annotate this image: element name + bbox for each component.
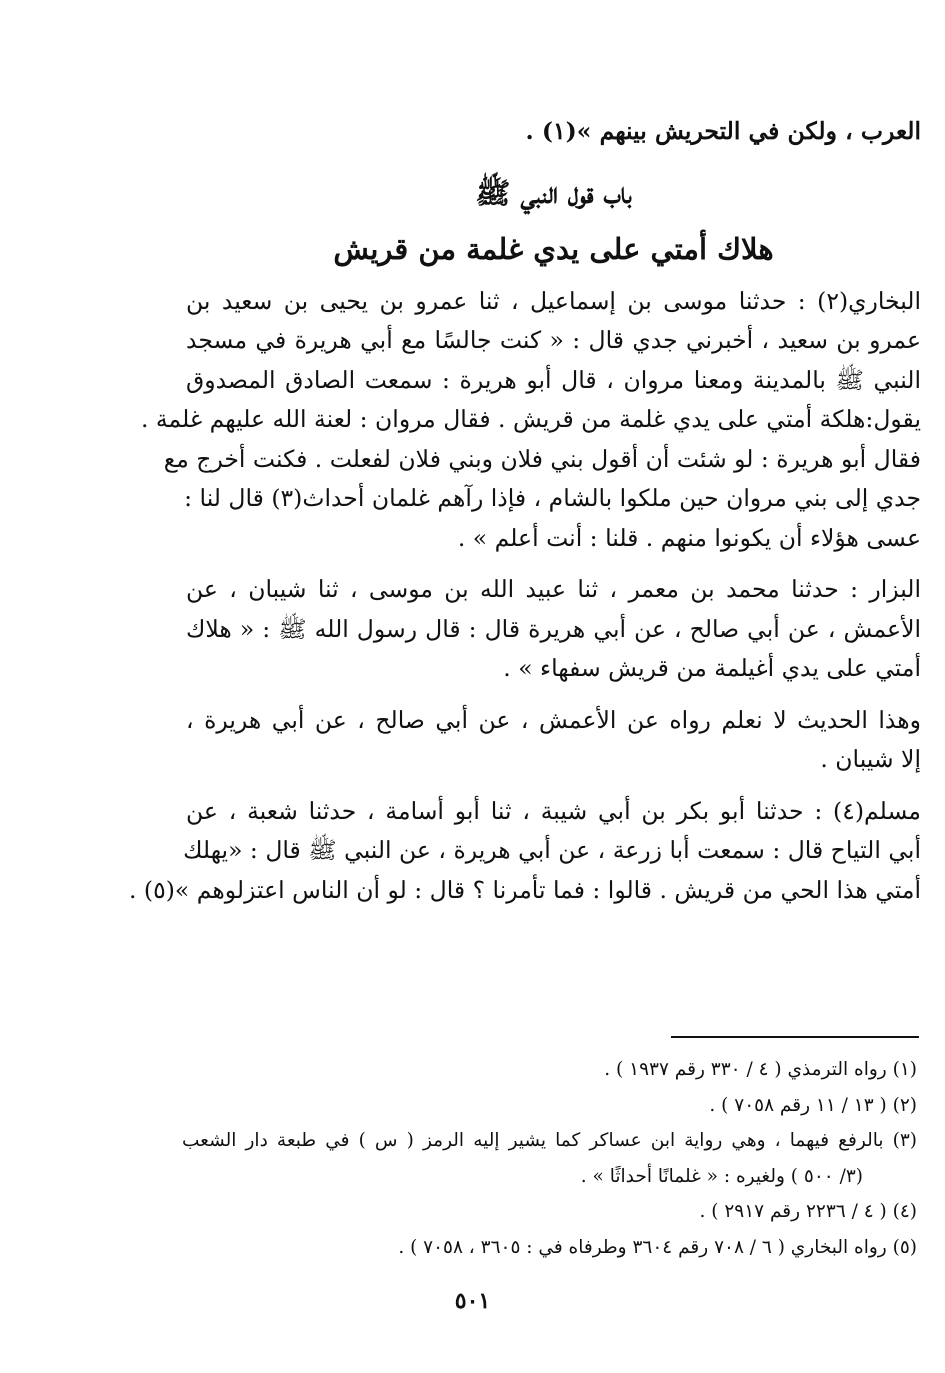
bazzar-comment	[186, 701, 921, 780]
text-line: النبي ﷺ بالمدينة ومعنا مروان ، قال أبو هريرة : سمعت الصادق المصدوق	[186, 365, 921, 394]
footnote-3: (٣) بالرفع فيهما ، وهي رواية ابن عساكر كما يشير إليه الرمز ( س ) في طبعة دار الشعب	[182, 1130, 917, 1151]
footnote-4: (٤) ( ٤ / ٢٢٣٦ رقم ٢٩١٧ ) .	[699, 1201, 917, 1222]
opening-line	[186, 112, 921, 152]
text-line: جدي إلى بني مروان حين ملكوا بالشام ، فإذا رآهم غلمان أحداث(٣) قال لنا :	[184, 484, 921, 512]
main-text	[128, 112, 921, 910]
text-line: مسلم(٤) : حدثنا أبو بكر بن أبي شيبة ، ثنا أبو أسامة ، حدثنا شعبة ، عن	[186, 796, 921, 825]
text-line: البخاري(٢) : حدثنا موسى بن إسماعيل ، ثنا عمرو بن يحيى بن سعيد بن	[186, 286, 921, 315]
text-line: أمتي على يدي أغيلمة من قريش سفهاء » .	[503, 654, 921, 682]
text-line: البزار : حدثنا محمد بن معمر ، ثنا عبيد الله بن موسى ، ثنا شيبان ، عن	[186, 575, 921, 603]
opening-line-text: العرب ، ولكن في التحريش بينهم »(١) .	[525, 117, 921, 145]
text-line: إلا شيبان .	[820, 745, 921, 773]
text-line: أمتي هذا الحي من قريش . قالوا : فما تأمرنا ؟ قال : لو أن الناس اعتزلوهم »(٥) .	[128, 875, 921, 904]
hadith-muslim	[128, 792, 921, 911]
footnotes	[182, 1052, 917, 1265]
footnote-3-continued: (٣/ ٥٠٠ ) ولغيره : « غلمانًا أحداثًا » .	[580, 1165, 863, 1187]
footnote-2: (٢) ( ١٣ / ١١ رقم ٧٠٥٨ ) .	[709, 1094, 917, 1116]
text-line: وهذا الحديث لا نعلم رواه عن الأعمش ، عن أبي صالح ، عن أبي هريرة ،	[186, 705, 921, 734]
footnote-1: (١) رواه الترمذي ( ٤ / ٣٣٠ رقم ١٩٣٧ ) .	[604, 1059, 917, 1080]
text-line: الأعمش ، عن أبي صالح ، عن أبي هريرة قال : قال رسول الله ﷺ : « هلاك	[186, 614, 921, 643]
text-line: عمرو بن سعيد ، أخبرني جدي قال : « كنت جالسًا مع أبي هريرة في مسجد	[186, 326, 921, 354]
chapter-subheading: هلاك أمتي على يدي غلمة من قريش	[333, 231, 774, 266]
text-line: عسى هؤلاء أن يكونوا منهم . قلنا : أنت أعلم » .	[457, 523, 921, 552]
text-line: فقال أبو هريرة : لو شئت أن أقول بني فلان وبني فلان لفعلت . فكنت أخرج مع	[163, 444, 921, 473]
page-number: ٥٠١	[454, 1288, 491, 1314]
footnote-separator	[671, 1036, 919, 1038]
hadith-bukhari	[140, 282, 921, 559]
hadith-bazzar	[186, 570, 921, 689]
chapter-heading: باب قول النبي ﷺ	[475, 175, 632, 210]
text-line: أبي التياح قال : سمعت أبا زرعة ، عن أبي هريرة ، عن النبي ﷺ قال : «يهلك	[183, 836, 921, 864]
footnote-5: (٥) رواه البخاري ( ٦ / ٧٠٨ رقم ٣٦٠٤ وطرفاه في : ٣٦٠٥ ، ٧٠٥٨ ) .	[398, 1236, 917, 1258]
text-line: يقول:هلكة أمتي على يدي غلمة من قريش . فقال مروان : لعنة الله عليهم غلمة .	[140, 405, 921, 433]
